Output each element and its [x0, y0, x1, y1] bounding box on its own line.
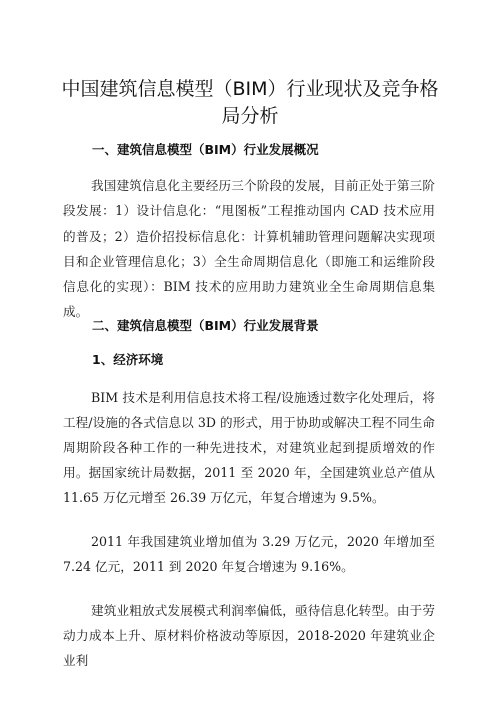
paragraph-informatization-stages: 我国建筑信息化主要经历三个阶段的发展，目前正处于第三阶段发展：1）设计信息化：“甩图板”工程推动国内 CAD 技术应用的普及；2）造价招投标信息化：计算机辅助管理问题解决实现项目和企业管理信息化；3）全生命周期信息化（即施工和运维阶段信息化的实现）：BIM 技术的应用助力建筑业全生命周期信息集成。 — [63, 178, 435, 320]
subsection-heading-economic-environment: 1、经济环境 — [92, 352, 164, 367]
document-title: 中国建筑信息模型（BIM）行业现状及竞争格局分析 — [61, 78, 439, 127]
section-heading-development-background: 二、建筑信息模型（BIM）行业发展背景 — [92, 318, 319, 333]
section-heading-development-overview: 一、建筑信息模型（BIM）行业发展概况 — [92, 142, 319, 157]
paragraph-profit-margin: 建筑业粗放式发展模式利润率偏低，亟待信息化转型。由于劳动力成本上升、原材料价格波动等原因，2018-2020 年建筑业企业利 — [63, 603, 435, 668]
paragraph-added-value-growth: 2011 年我国建筑业增加值为 3.29 万亿元，2020 年增加至 7.24 亿元，2011 到 2020 年复合增速为 9.16%。 — [63, 534, 435, 574]
paragraph-bim-definition-output: BIM 技术是利用信息技术将工程/设施透过数字化处理后，将工程/设施的各式信息以 3D 的形式，用于协助或解决工程不同生命周期阶段各种工作的一种先进技术，对建筑业起到提质增效的作用。据国家统计局数据，2011 至 2020 年，全国建筑业总产值从 11.65 万亿元增至 26.39 万亿元，年复合增速为 9.5%。 — [63, 390, 435, 505]
